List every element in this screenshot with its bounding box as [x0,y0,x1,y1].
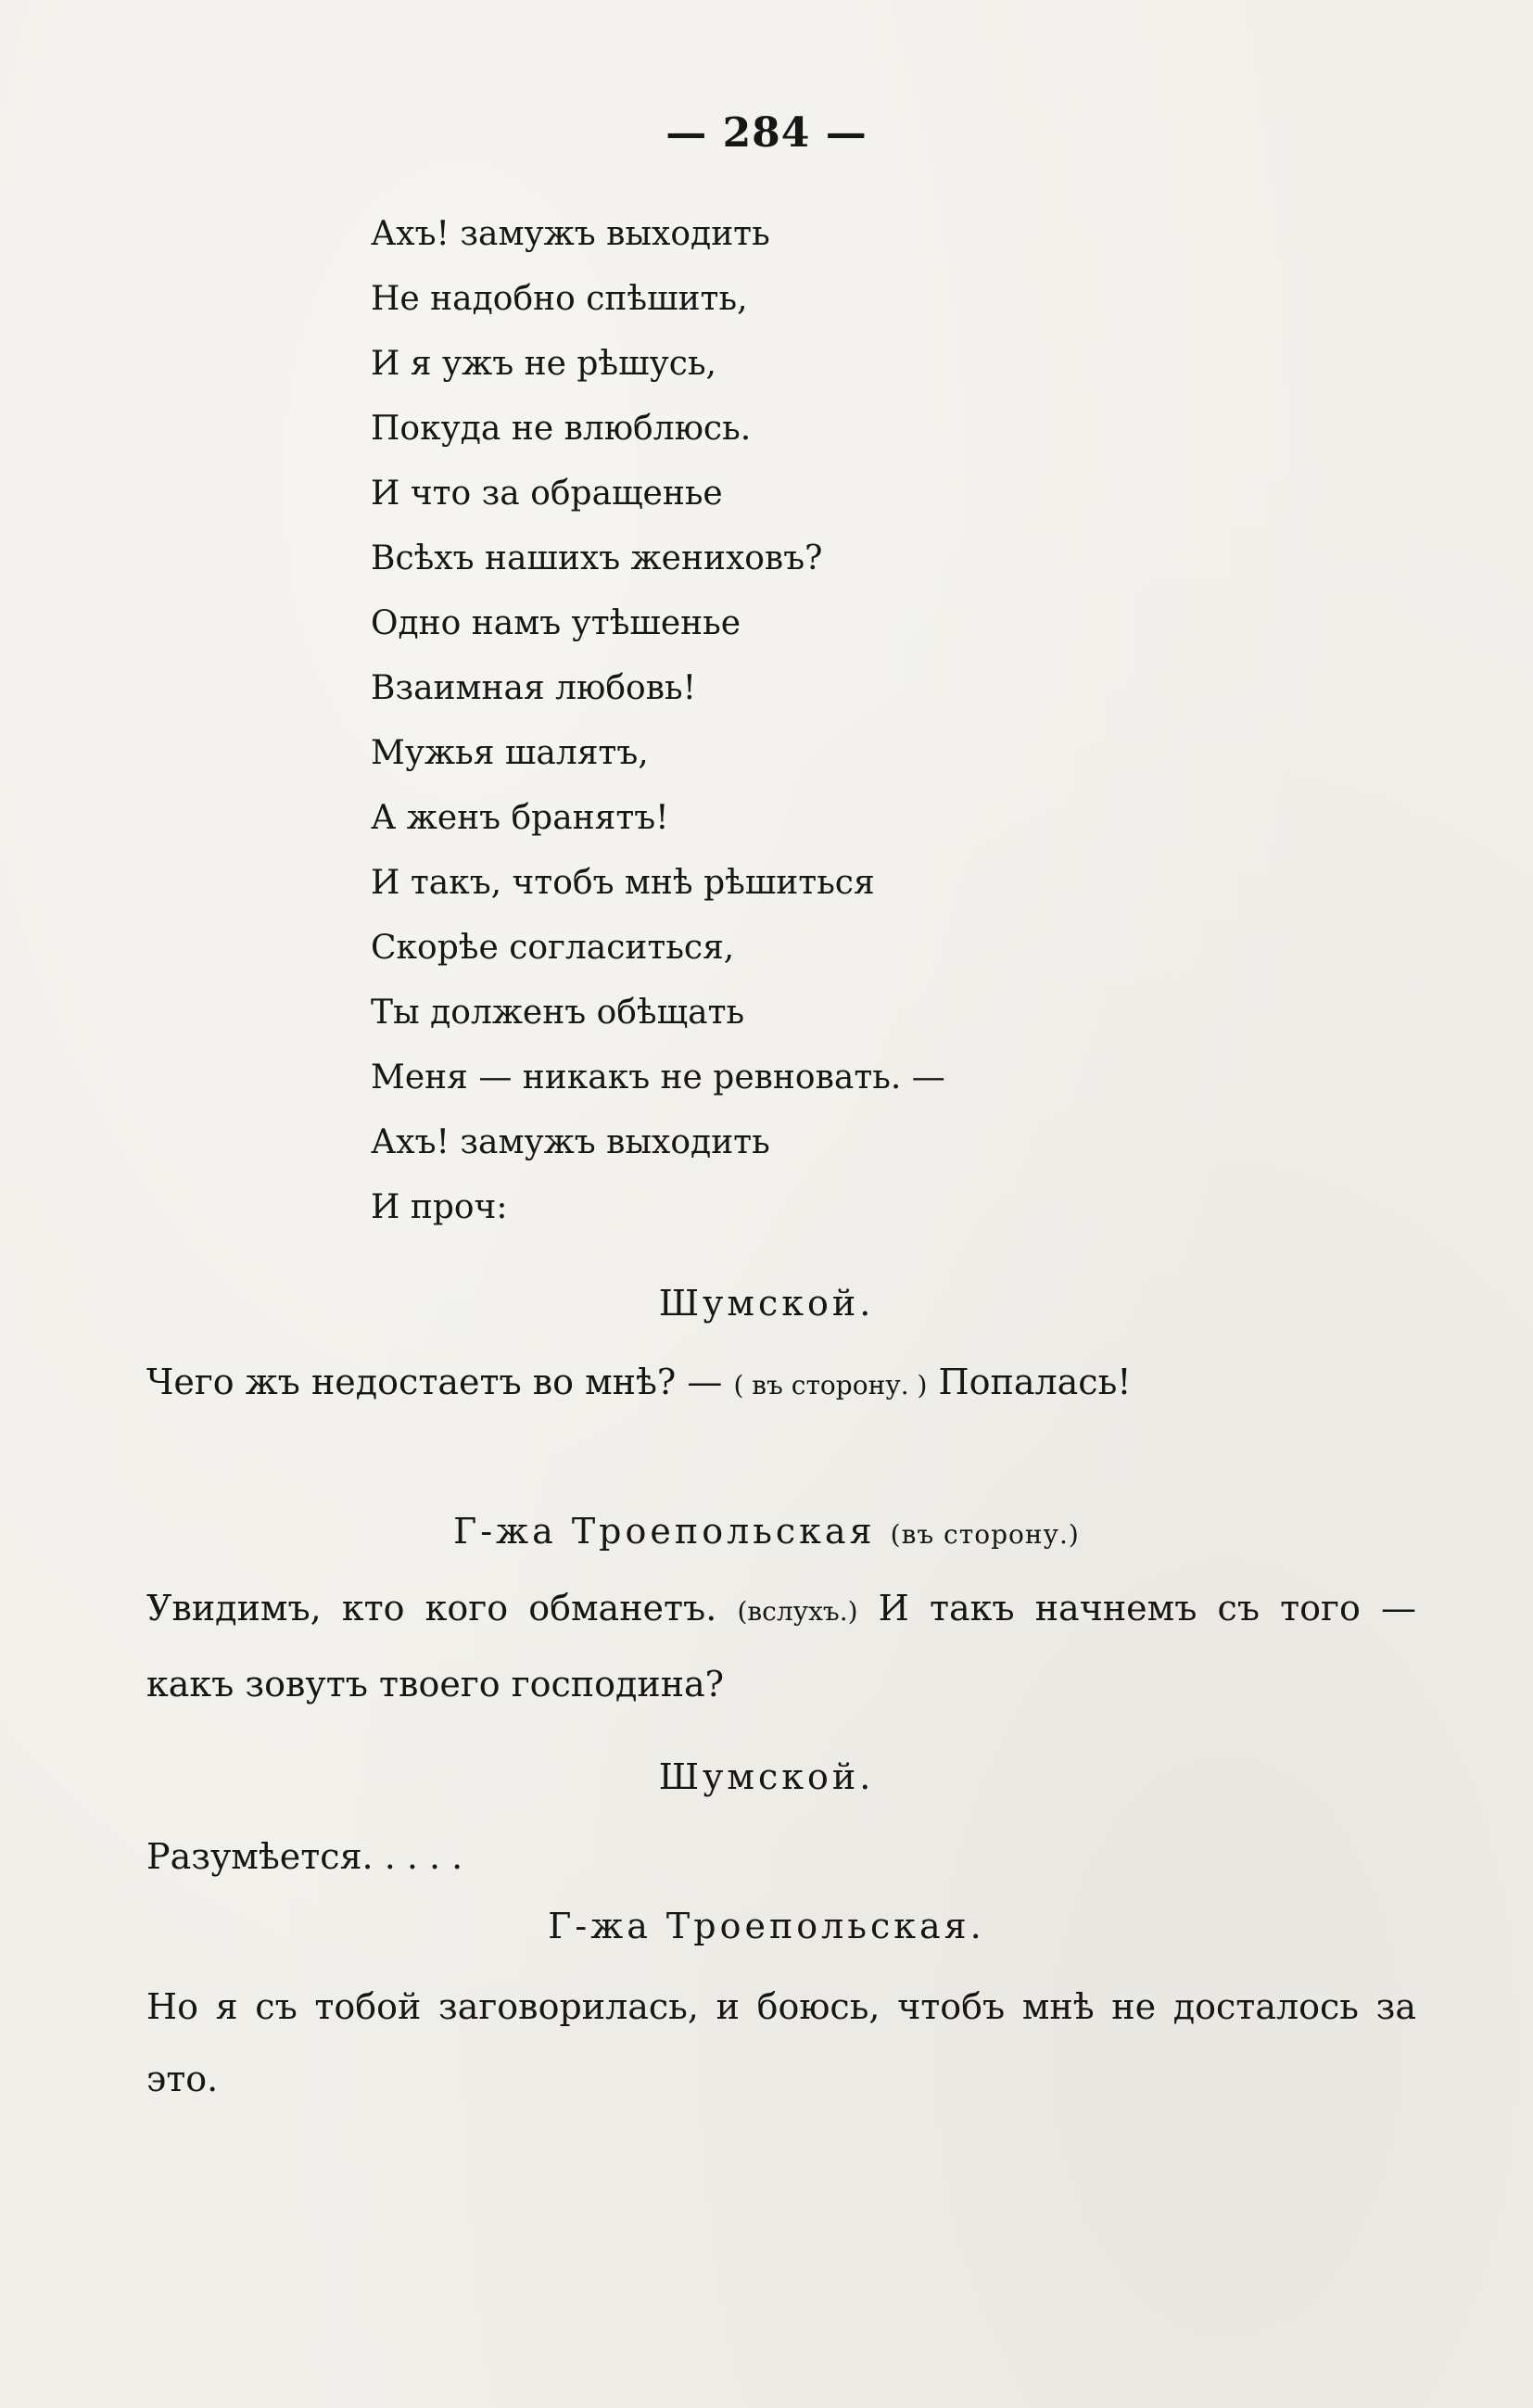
stage-direction: (въ сторону.) [890,1519,1080,1550]
verse-line: Покуда не влюблюсь. [371,410,752,448]
stage-direction: ( въ сторону. ) [733,1370,928,1400]
verse-line: Ахъ! замужъ выходить [371,1123,770,1161]
speaker-name: Шумской. [658,1283,875,1324]
speech-text: Чего жъ недостаетъ во мнѣ? — [146,1362,734,1402]
speaker-heading [0,1756,1533,1797]
speech-paragraph [146,1971,1416,2115]
speech-text: И такъ начнемъ съ того — какъ зовутъ твоего господина? [146,1588,1416,1705]
speech-paragraph [146,1572,1416,1720]
speech-text: Но я съ тобой заговорилась, и боюсь, чтобъ мнѣ не досталось за это. [146,1986,1416,2099]
speech-paragraph [146,1346,1416,1422]
speech-text: Разумѣется. . . . . [146,1836,463,1877]
speaker-name: Г-жа Троепольская. [548,1906,985,1946]
speaker-heading [0,1906,1533,1946]
verse-line: И что за обращенье [371,475,723,513]
verse-line: Меня — никакъ не ревновать. — [371,1058,945,1096]
verse-block [371,202,1298,1240]
verse-line: Мужья шалятъ, [371,734,649,772]
page-number: — 284 — [665,109,868,157]
verse-line: И я ужъ не рѣшусь, [371,345,716,383]
verse-line: Всѣхъ нашихъ жениховъ? [371,539,823,577]
speaker-heading [0,1283,1533,1324]
speaker-heading [0,1511,1533,1552]
speaker-name: Шумской. [658,1756,875,1797]
verse-line: Одно намъ утѣшенье [371,604,741,642]
verse-line: Не надобно спѣшить, [371,280,748,318]
verse-line: И проч: [371,1188,508,1226]
verse-line: И такъ, чтобъ мнѣ рѣшиться [371,864,875,902]
speech-text: Попалась! [927,1362,1132,1402]
verse-line: Скорѣе согласиться, [371,929,735,967]
verse-line: Ты долженъ обѣщать [371,994,745,1032]
speaker-name: Г-жа Троепольская [453,1511,876,1552]
speech-text: Увидимъ, кто кого обманетъ. [146,1588,738,1629]
verse-line: Ахъ! замужъ выходить [371,215,770,253]
verse-line: А женъ бранятъ! [371,799,669,837]
speech-paragraph [146,1820,1416,1893]
stage-direction: (вслухъ.) [737,1596,858,1627]
verse-line: Взаимная любовь! [371,669,697,707]
